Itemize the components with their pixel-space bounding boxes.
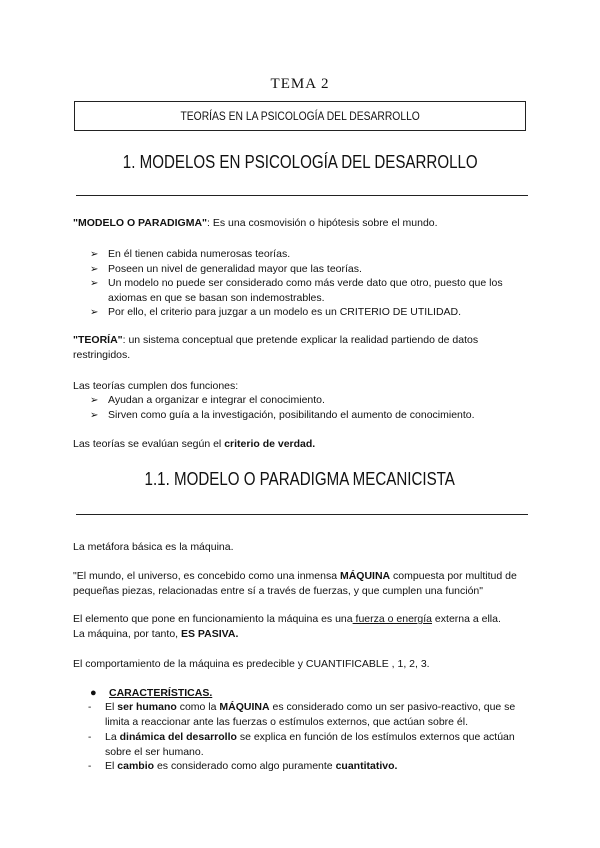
section-title-1-1: 1.1. MODELO O PARADIGMA MECANICISTA xyxy=(144,469,456,489)
list-item: - El cambio es considerado como algo puramente cuantitativo. xyxy=(88,760,398,772)
dash-bullet-icon: - xyxy=(88,761,92,772)
list-item: ➢ Ayudan a organizar e integrar el conocimiento. xyxy=(90,394,325,406)
document-heading: TEMA 2 xyxy=(270,76,330,92)
list-item: - El ser humano como la MÁQUINA es considerado como un ser pasivo-reactivo, que se limita a reaccionar ante las fuerzas o estímulos externos, que actúan sobre él. xyxy=(88,701,516,728)
dash-bullet-icon: - xyxy=(88,702,92,713)
modelo-definition: "MODELO O PARADIGMA": Es una cosmovisión o hipótesis sobre el mundo. xyxy=(73,217,438,229)
list-item: ➢ Por ello, el criterio para juzgar a un modelo es un CRITERIO DE UTILIDAD. xyxy=(90,306,462,318)
list-item: ➢ Poseen un nivel de generalidad mayor que las teorías. xyxy=(90,263,362,275)
list-item: ➢ En él tienen cabida numerosas teorías. xyxy=(90,248,291,260)
arrow-bullet-icon: ➢ xyxy=(90,307,99,318)
arrow-bullet-icon: ➢ xyxy=(90,249,99,260)
topic-title-text: TEORÍAS EN LA PSICOLOGÍA DEL DESARROLLO xyxy=(180,109,420,123)
quote-paragraph: "El mundo, el universo, es concebido como una inmensa MÁQUINA compuesta por multitud de pequeñas piezas, relacionadas entre sí a través de fuerzas, y que cumplen una función" xyxy=(73,570,517,597)
boxed-topic-title xyxy=(74,101,526,131)
evaluacion-text: Las teorías se evalúan según el criterio de verdad. xyxy=(73,438,316,450)
section-title-1: 1. MODELOS EN PSICOLOGÍA DEL DESARROLLO xyxy=(122,152,478,172)
teoria-definition: "TEORÍA": un sistema conceptual que pretende explicar la realidad partiendo de datos restringidos. xyxy=(73,334,479,361)
dash-bullet-icon: - xyxy=(88,732,92,743)
list-item: ➢ Un modelo no puede ser considerado como más verde dato que otro, puesto que los axiomas en que se basan son indemostrables. xyxy=(90,277,503,304)
arrow-bullet-icon: ➢ xyxy=(90,278,99,289)
arrow-bullet-icon: ➢ xyxy=(90,410,99,421)
list-item: - La dinámica del desarrollo se explica en función de los estímulos externos que actúan sobre el ser humano. xyxy=(88,731,515,758)
funciones-intro: Las teorías cumplen dos funciones: xyxy=(73,380,239,392)
elemento-paragraph: El elemento que pone en funcionamiento la máquina es una fuerza o energía externa a ella. La máquina, por tanto, ES PASIVA. xyxy=(73,613,501,640)
list-item: ➢ Sirven como guía a la investigación, posibilitando el aumento de conocimiento. xyxy=(90,409,475,421)
arrow-bullet-icon: ➢ xyxy=(90,264,99,275)
metafora-text: La metáfora básica es la máquina. xyxy=(73,541,234,553)
dot-bullet-icon: ● xyxy=(90,687,97,699)
arrow-bullet-icon: ➢ xyxy=(90,395,99,406)
caracteristicas-heading: ● CARACTERÍSTICAS. xyxy=(90,687,213,699)
comportamiento-text: El comportamiento de la máquina es predecible y CUANTIFICABLE , 1, 2, 3. xyxy=(73,658,430,670)
section-divider xyxy=(76,514,528,515)
section-divider xyxy=(76,195,528,196)
